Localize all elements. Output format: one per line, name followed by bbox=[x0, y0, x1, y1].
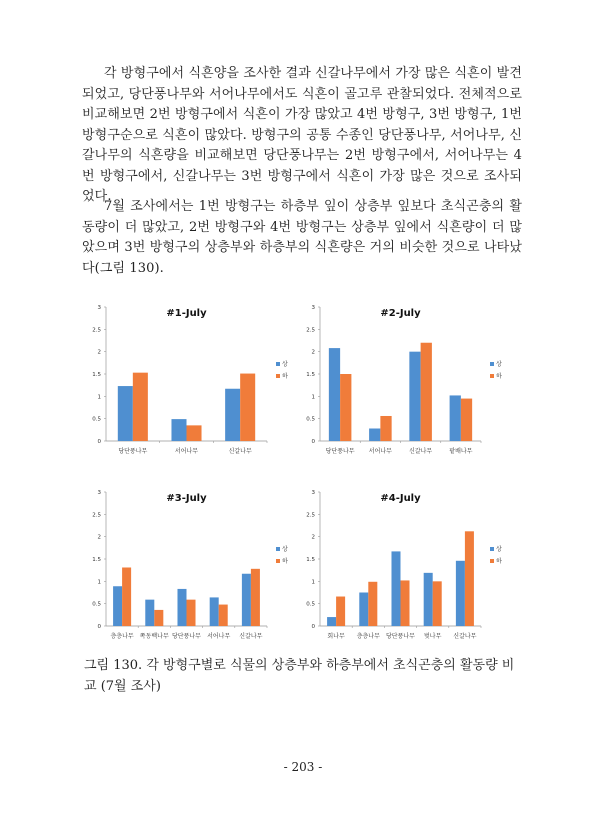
y-tick-label: 0 bbox=[311, 439, 315, 445]
bar-ha bbox=[133, 373, 148, 441]
x-category-label: 서어나무 bbox=[174, 448, 199, 455]
bar-sang bbox=[113, 586, 122, 626]
bar-sang bbox=[145, 600, 154, 626]
y-tick-label: 2 bbox=[97, 534, 101, 541]
bar-ha bbox=[433, 581, 442, 626]
chart-2-july bbox=[302, 300, 517, 465]
bar-sang bbox=[242, 574, 251, 626]
y-tick-label: 1.5 bbox=[92, 372, 101, 378]
legend-swatch bbox=[490, 362, 494, 366]
x-category-label: 당단풍나무 bbox=[118, 448, 148, 455]
bar-sang bbox=[424, 573, 433, 626]
x-category-label: 신갈나무 bbox=[409, 448, 433, 455]
bar-sang bbox=[118, 386, 133, 441]
y-tick-label: 2 bbox=[311, 534, 315, 541]
x-category-label: 당단풍나무 bbox=[386, 633, 415, 640]
x-category-label: 신갈나무 bbox=[453, 633, 477, 640]
bar-sang bbox=[409, 352, 420, 441]
bar-ha bbox=[465, 531, 474, 626]
bar-ha bbox=[154, 610, 163, 626]
legend-swatch bbox=[490, 547, 494, 551]
y-tick-label: 2 bbox=[311, 349, 315, 356]
y-tick-label: 1 bbox=[97, 579, 101, 586]
y-tick-label: 0 bbox=[97, 439, 101, 445]
bar-ha bbox=[336, 597, 345, 626]
legend-label: 하 bbox=[282, 373, 288, 380]
chart-4-july bbox=[302, 485, 517, 650]
bar-ha bbox=[219, 605, 228, 626]
legend-label: 상 bbox=[496, 546, 502, 553]
y-tick-label: 1 bbox=[97, 394, 101, 401]
chart-title: #3-July bbox=[166, 493, 207, 504]
bar-sang bbox=[177, 589, 186, 626]
legend-label: 상 bbox=[496, 361, 502, 368]
y-tick-label: 2.5 bbox=[92, 512, 101, 519]
x-category-label: 벚나무 bbox=[424, 633, 442, 640]
y-tick-label: 2.5 bbox=[92, 327, 101, 334]
x-category-label: 층층나무 bbox=[356, 633, 380, 640]
chart-4-svg bbox=[302, 485, 517, 650]
bar-sang bbox=[450, 395, 461, 441]
chart-3-svg bbox=[88, 485, 303, 650]
y-tick-label: 1 bbox=[311, 394, 315, 401]
bar-sang bbox=[225, 389, 240, 441]
x-category-label: 당단풍나무 bbox=[172, 633, 201, 640]
y-tick-label: 1.5 bbox=[92, 557, 101, 563]
legend-swatch bbox=[490, 559, 494, 563]
y-tick-label: 0.5 bbox=[306, 601, 315, 608]
bar-sang bbox=[359, 593, 368, 627]
chart-2-svg bbox=[302, 300, 517, 465]
y-tick-label: 3 bbox=[97, 490, 101, 496]
chart-title: #4-July bbox=[380, 493, 421, 504]
chart-title: #1-July bbox=[166, 308, 207, 319]
x-category-label: 쪽동백나무 bbox=[139, 633, 169, 640]
chart-1-july bbox=[88, 300, 303, 465]
figure-caption: 그림 130. 각 방형구별로 식물의 상층부와 하층부에서 초식곤충의 활동량 비교 (7월 조사) bbox=[84, 658, 515, 694]
bar-ha bbox=[461, 399, 472, 441]
y-tick-label: 0 bbox=[311, 624, 315, 630]
x-category-label: 신갈나무 bbox=[239, 633, 263, 640]
x-category-label: 서어나무 bbox=[207, 633, 231, 640]
bar-ha bbox=[122, 567, 131, 626]
y-tick-label: 0 bbox=[97, 624, 101, 630]
x-category-label: 회나무 bbox=[327, 633, 345, 640]
bar-sang bbox=[391, 551, 400, 626]
bar-sang bbox=[329, 348, 340, 441]
legend-label: 하 bbox=[496, 373, 502, 380]
y-tick-label: 0.5 bbox=[92, 601, 101, 608]
y-tick-label: 2.5 bbox=[306, 327, 315, 334]
x-category-label: 서어나무 bbox=[368, 448, 392, 455]
legend-swatch bbox=[276, 547, 280, 551]
paragraph-2: 7월 조사에서는 1번 방형구는 하층부 잎이 상층부 잎보다 초식곤충의 활동량이 더 많았고, 2번 방형구와 4번 방형구는 상층부 잎에서 식흔량이 더 많았으며 3번 방형구의 상층부와 하층부의 식흔량은 거의 비슷한 것으로 나타났다(그림 130). bbox=[82, 199, 522, 276]
x-category-label: 층층나무 bbox=[110, 633, 134, 640]
bar-ha bbox=[187, 600, 196, 626]
legend-swatch bbox=[276, 559, 280, 563]
bar-ha bbox=[421, 343, 432, 441]
y-tick-label: 3 bbox=[97, 305, 101, 311]
x-category-label: 팥배나무 bbox=[449, 448, 473, 455]
y-tick-label: 1.5 bbox=[306, 557, 315, 563]
x-category-label: 신갈나무 bbox=[228, 448, 252, 455]
legend-label: 상 bbox=[282, 546, 288, 553]
bar-ha bbox=[401, 580, 410, 626]
bar-sang bbox=[369, 428, 380, 441]
bar-sang bbox=[210, 597, 219, 626]
legend-label: 상 bbox=[282, 361, 288, 368]
bar-ha bbox=[251, 569, 260, 626]
bar-ha bbox=[240, 374, 255, 441]
legend-label: 하 bbox=[496, 558, 502, 565]
y-tick-label: 2.5 bbox=[306, 512, 315, 519]
bar-sang bbox=[327, 617, 336, 626]
legend-label: 하 bbox=[282, 558, 288, 565]
legend-swatch bbox=[490, 374, 494, 378]
y-tick-label: 2 bbox=[97, 349, 101, 356]
y-tick-label: 3 bbox=[311, 305, 315, 311]
y-tick-label: 0.5 bbox=[306, 416, 315, 423]
chart-3-july bbox=[88, 485, 303, 650]
bar-sang bbox=[171, 419, 186, 441]
page-number: - 203 - bbox=[283, 760, 323, 774]
y-tick-label: 1 bbox=[311, 579, 315, 586]
bar-ha bbox=[380, 416, 391, 441]
legend-swatch bbox=[276, 374, 280, 378]
bar-ha bbox=[187, 425, 202, 441]
x-category-label: 당단풍나무 bbox=[325, 448, 355, 455]
bar-ha bbox=[340, 374, 351, 441]
y-tick-label: 1.5 bbox=[306, 372, 315, 378]
y-tick-label: 3 bbox=[311, 490, 315, 496]
chart-title: #2-July bbox=[380, 308, 421, 319]
bar-ha bbox=[368, 582, 377, 626]
paragraph-1: 각 방형구에서 식흔양을 조사한 결과 신갈나무에서 가장 많은 식흔이 발견되었고, 당단풍나무와 서어나무에서도 식흔이 골고루 관찰되었다. 전체적으로 비교해보면 2번 방형구에서 식흔이 가장 많았고 4번 방형구, 3번 방형구, 1번 방형구순으로 식흔이 많았다. 방형구의 공통 수종인 당단풍나무, 서어나무, 신갈나무의 식흔량을 비교해보면 당단풍나무는 2번 방형구에서, 서어나무는 4번 방형구에서, 신갈나무는 3번 방형구에서 식흔이 가장 많은 것으로 조사되었다. bbox=[82, 66, 522, 204]
legend-swatch bbox=[276, 362, 280, 366]
chart-1-svg bbox=[88, 300, 303, 465]
bar-sang bbox=[456, 561, 465, 626]
y-tick-label: 0.5 bbox=[92, 416, 101, 423]
